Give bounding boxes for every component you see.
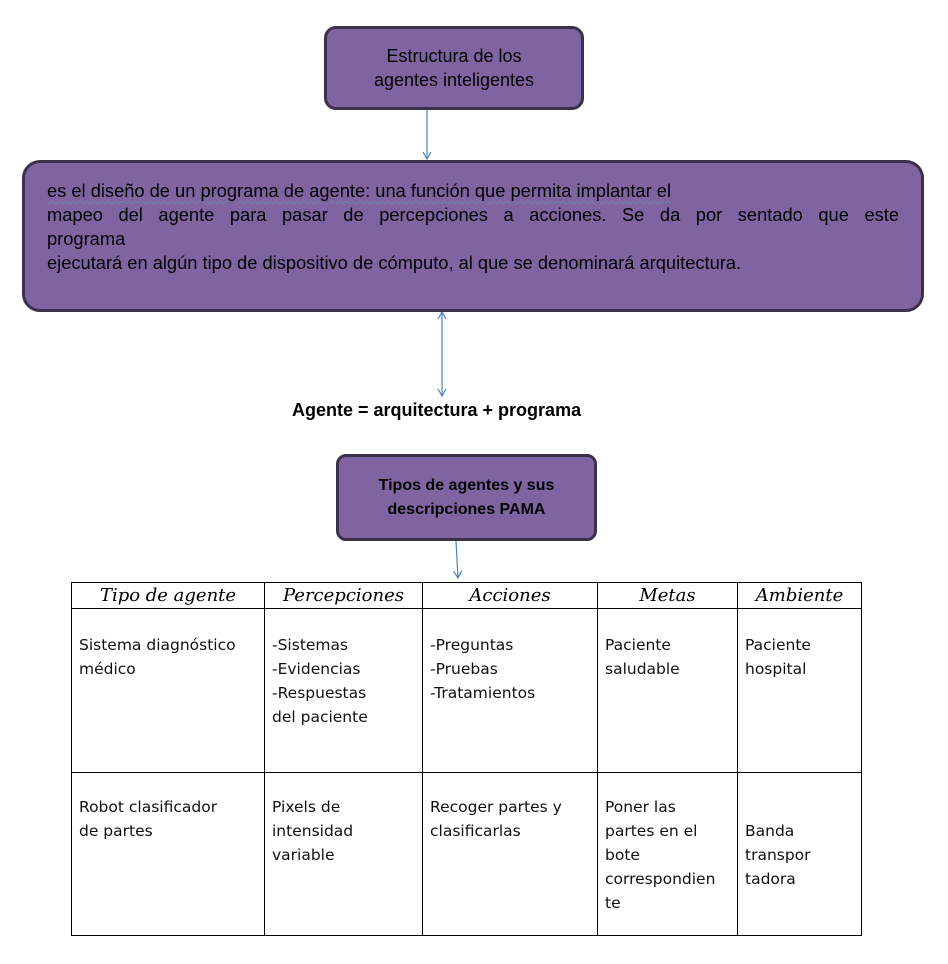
header-acciones: Acciones [423,583,598,609]
header-tipo-de-agente: Tipo de agente [72,583,265,609]
header-ambiente: Ambiente [738,583,862,609]
types-box [336,454,597,541]
table-cell [738,773,862,936]
table-cell [265,773,423,936]
cell-text: Pixels de intensidad variable [272,798,354,864]
cell-text: Banda transpor tadora [745,822,811,888]
table-header-row [72,583,862,609]
pama-table [71,582,862,936]
table-cell [598,609,738,773]
cell-text: -Preguntas -Pruebas -Tratamientos [430,636,536,702]
formula-text: Agente = arquitectura + programa [292,400,582,420]
header-metas: Metas [598,583,738,609]
table-cell [598,773,738,936]
cell-text: Poner las partes en el bote correspondien te [605,798,716,912]
types-line-1: Tipos de agentes y sus [378,476,555,494]
title-box [324,26,584,110]
cell-text: Paciente saludable [605,636,680,678]
title-line-2: agentes inteligentes [373,70,535,90]
cell-text: Recoger partes y clasificarlas [430,798,562,840]
definition-line-1 [47,179,899,203]
arrow-types-to-table [456,541,458,578]
table-cell [72,609,265,773]
table-cell [738,609,862,773]
title-line-1: Estructura de los [386,46,522,66]
table-cell [423,609,598,773]
definition-box [22,160,924,312]
header-percepciones: Percepciones [265,583,423,609]
types-line-2: descripciones PAMA [387,500,546,518]
cell-text: Paciente hospital [745,636,811,678]
table-row [72,609,862,773]
table-cell [72,773,265,936]
cell-text: Sistema diagnóstico médico [79,636,236,678]
table-cell [265,609,423,773]
cell-text: Robot clasificador de partes [79,798,218,840]
cell-text: -Sistemas -Evidencias -Respuestas del paciente [272,636,368,726]
definition-line-4: ejecutará en algún tipo de dispositivo de cómputo, al que se denominará arquitectura. [47,252,742,273]
definition-line-3: programa [47,228,126,249]
definition-line-2: mapeo del agente para pasar de percepciones a acciones. Se da por sentado que este [47,204,899,225]
table-row [72,773,862,936]
definition-line-1-text: es el diseño de un programa de agente: una función que permita implantar el [47,180,671,201]
table-cell [423,773,598,936]
